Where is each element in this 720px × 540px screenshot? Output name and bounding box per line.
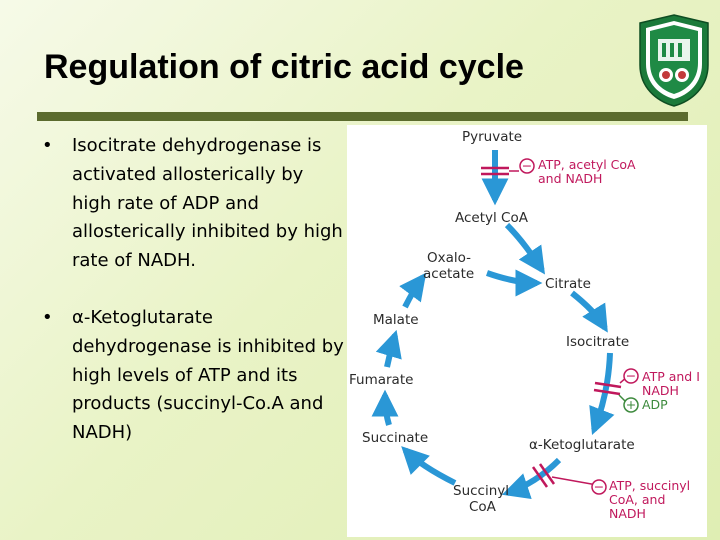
node-pyruvate: Pyruvate bbox=[462, 129, 523, 145]
node-isocitrate: Isocitrate bbox=[566, 334, 630, 350]
minus-sign-pdh: − bbox=[521, 158, 533, 173]
minus-sign-idh: − bbox=[625, 368, 637, 383]
title-divider bbox=[37, 112, 688, 121]
node-alpha-ketoglutarate: α-Ketoglutarate bbox=[529, 437, 635, 453]
arrow-oxaloacetate-citrate bbox=[487, 273, 537, 283]
bullet-marker: • bbox=[42, 135, 53, 156]
arrow-succinylcoa-succinate bbox=[405, 450, 455, 483]
regulator-idh-inhibitors-line1: ATP and I bbox=[642, 369, 700, 384]
bullet-text: Isocitrate dehydrogenase is activated allosterically by high rate of ADP and allosterically inhibited by high rate of NADH. bbox=[72, 135, 343, 272]
regulator-akgdh-inhibitors-line3: NADH bbox=[609, 506, 646, 521]
slide-title: Regulation of citric acid cycle bbox=[44, 48, 524, 86]
arrow-citrate-isocitrate bbox=[572, 293, 605, 328]
bullet-list bbox=[42, 132, 347, 476]
cycle-diagram-svg bbox=[347, 125, 707, 537]
inhibitor-link-akgdh bbox=[552, 477, 597, 485]
cycle-diagram bbox=[347, 125, 707, 537]
regulator-pdh-inhibitors-line2: and NADH bbox=[538, 171, 603, 186]
bullet-marker: • bbox=[42, 306, 53, 328]
arrow-akg-succinylcoa bbox=[507, 460, 559, 493]
bullet-item-isocitrate bbox=[42, 132, 347, 276]
arrow-acetylcoa-citrate bbox=[507, 225, 542, 270]
bullet-item-ketoglutarate bbox=[42, 304, 347, 448]
regulator-akgdh-inhibitors-line2: CoA, and bbox=[609, 492, 666, 507]
plus-sign-idh: + bbox=[625, 397, 637, 412]
node-acetyl-coa: Acetyl CoA bbox=[455, 210, 528, 226]
minus-sign-akgdh: − bbox=[593, 479, 605, 494]
regulator-pdh-inhibitors-line1: ATP, acetyl CoA bbox=[538, 157, 636, 172]
bullet-text: α-Ketoglutarate dehydrogenase is inhibited by high levels of ATP and its products (succinyl-Co.A and NADH) bbox=[72, 306, 344, 444]
node-malate: Malate bbox=[373, 312, 419, 328]
node-fumarate: Fumarate bbox=[349, 372, 414, 388]
regulator-idh-activator: ADP bbox=[642, 397, 668, 412]
regulator-akgdh-inhibitors-line1: ATP, succinyl bbox=[609, 478, 691, 493]
node-oxaloacetate-line1: Oxalo- bbox=[427, 250, 472, 266]
regulator-idh-inhibitors-line2: NADH bbox=[642, 383, 679, 398]
arrow-succinate-fumarate bbox=[385, 395, 389, 425]
node-oxaloacetate-line2: acetate bbox=[423, 266, 475, 282]
node-succinyl-coa-line2: CoA bbox=[469, 499, 496, 515]
node-citrate: Citrate bbox=[545, 276, 591, 292]
node-succinate: Succinate bbox=[362, 430, 429, 446]
node-succinyl-coa-line1: Succinyl bbox=[453, 483, 510, 499]
university-seal-logo bbox=[636, 13, 712, 108]
arrow-fumarate-malate bbox=[387, 335, 395, 367]
arrow-malate-oxaloacetate bbox=[405, 277, 423, 307]
